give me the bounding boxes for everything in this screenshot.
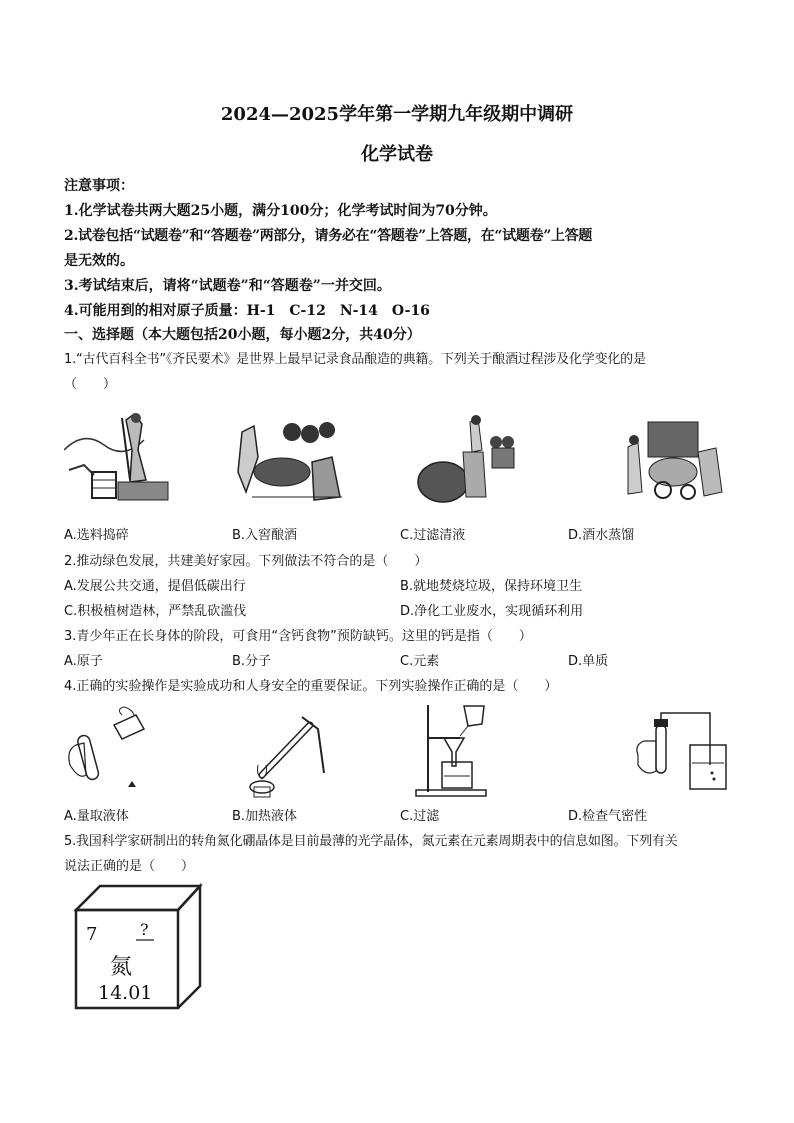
note-3: 3.考试结束后，请将“试题卷”和“答题卷”一并交回。 [64,278,391,294]
q1-option-c[interactable]: C.过滤清液 [400,528,466,543]
element-mass: 14.01 [98,982,153,1004]
q4-option-b[interactable]: B.加热液体 [232,809,298,824]
q1-stem-cont: （ ） [64,377,117,392]
q2-option-c[interactable]: C.积极植树造林，严禁乱砍滥伐 [64,604,247,619]
note-2a: 2.试卷包括“试题卷”和“答题卷”两部分，请务必在“答题卷”上答题，在“试题卷”上答题 [64,228,593,244]
image-airtightness [630,705,730,800]
q3-stem: 3.青少年正在长身体的阶段，可食用“含钙食物”预防缺钙。这里的钙是指（ ） [64,629,532,644]
q3-option-b[interactable]: B.分子 [232,654,272,669]
q2-option-a[interactable]: A.发展公共交通，提倡低碳出行 [64,579,246,594]
element-name: 氮 [110,955,133,980]
page-title: 2024—2025学年第一学期九年级期中调研 [220,104,574,125]
q3-option-c[interactable]: C.元素 [400,654,440,669]
image-filtering [408,412,518,507]
element-number: 7 [86,924,98,945]
image-heat-liquid [232,705,332,800]
image-grinding [64,410,174,505]
q1-option-a[interactable]: A.选料捣碎 [64,528,129,543]
q4-option-d[interactable]: D.检查气密性 [568,809,648,824]
note-4: 4.可能用到的相对原子质量：H-1 C-12 N-14 O-16 [64,303,430,319]
page-subtitle: 化学试卷 [361,144,433,165]
image-measure-liquid [64,705,159,800]
q5-stem-cont: 说法正确的是（ ） [64,859,195,874]
q3-option-a[interactable]: A.原子 [64,654,103,669]
image-distilling [618,412,728,507]
q3-option-d[interactable]: D.单质 [568,654,609,669]
q1-option-d[interactable]: D.酒水蒸馏 [568,528,635,543]
element-symbol: ? [140,920,149,939]
q2-stem: 2.推动绿色发展，共建美好家园。下列做法不符合的是（ ） [64,554,428,569]
note-2b: 是无效的。 [64,253,134,269]
notes-heading: 注意事项： [64,178,134,194]
image-filtration [408,700,498,800]
section-heading: 一、选择题（本大题包括20小题，每小题2分，共40分） [64,327,421,343]
note-1: 1.化学试卷共两大题25小题，满分100分；化学考试时间为70分钟。 [64,203,497,219]
q1-stem: 1.“古代百科全书”《齐民要术》是世界上最早记录食品酿造的典籍。下列关于酿酒过程涉及化学变化的是 [64,352,646,367]
q4-stem: 4.正确的实验操作是实验成功和人身安全的重要保证。下列实验操作正确的是（ ） [64,679,558,694]
q4-option-c[interactable]: C.过滤 [400,809,440,824]
q2-option-d[interactable]: D.净化工业废水，实现循环利用 [400,604,584,619]
q2-option-b[interactable]: B.就地焚烧垃圾，保持环境卫生 [400,579,583,594]
q1-option-b[interactable]: B.入窖酿酒 [232,528,298,543]
q5-stem: 5.我国科学家研制出的转角氮化硼晶体是目前最薄的光学晶体，氮元素在元素周期表中的信息如图。下列有关 [64,834,678,849]
q4-option-a[interactable]: A.量取液体 [64,809,129,824]
image-fermenting [232,412,347,507]
